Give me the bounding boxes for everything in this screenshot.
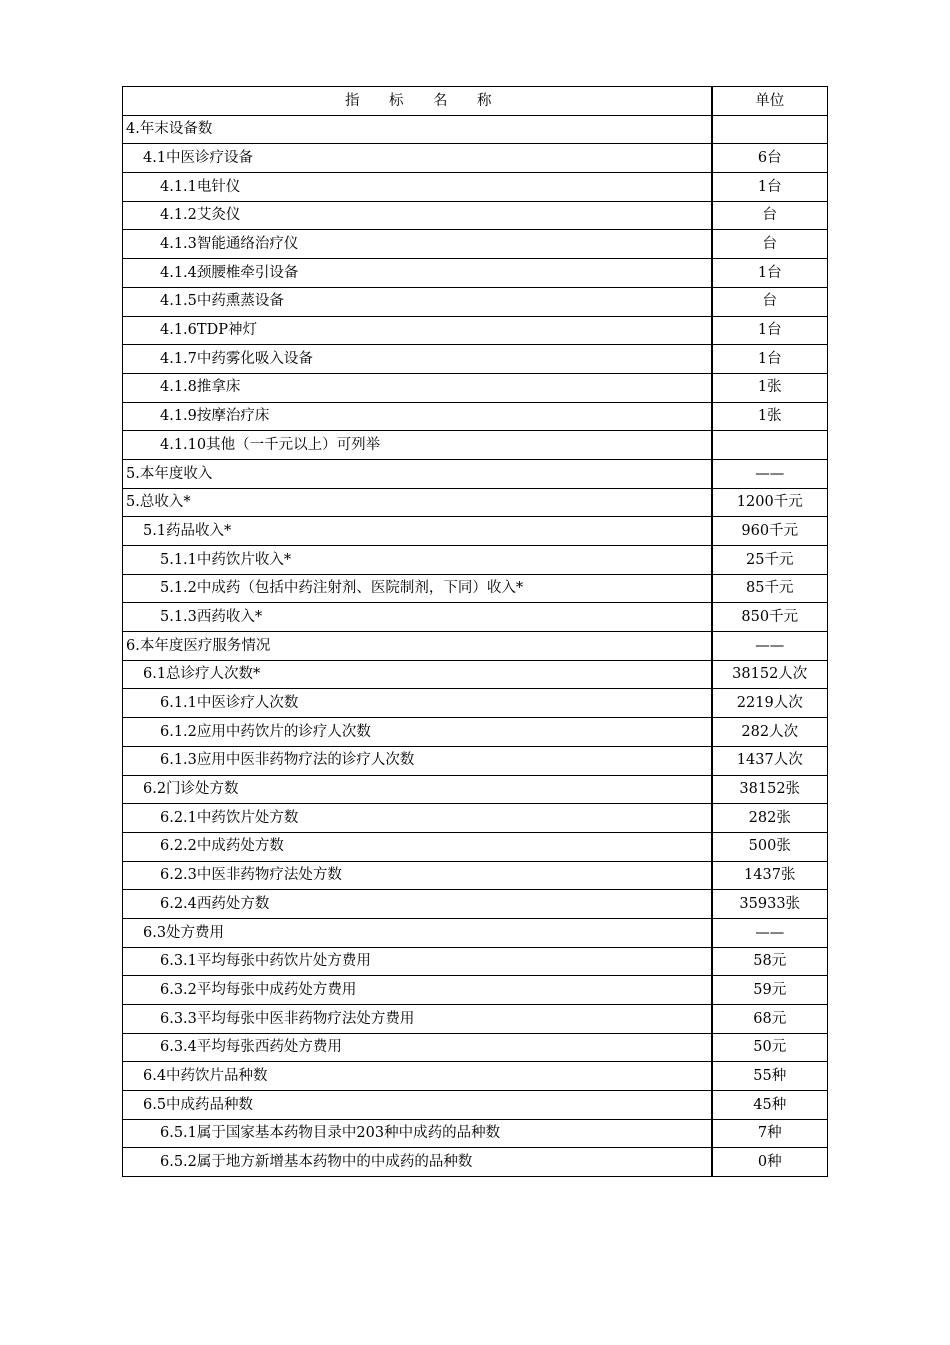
table-row (123, 402, 828, 431)
unit-cell (712, 431, 828, 460)
indicator-name-cell: 6.2.1中药饮片处方数 (123, 804, 712, 833)
table-row (123, 431, 828, 460)
unit-cell: 960千元 (712, 517, 828, 546)
table-row (123, 689, 828, 718)
unit-cell: 50元 (712, 1033, 828, 1062)
table-row (123, 173, 828, 202)
table-row (123, 804, 828, 833)
unit-cell: 38152张 (712, 775, 828, 804)
unit-header: 单位 (712, 87, 828, 116)
unit-cell: 25千元 (712, 546, 828, 575)
indicator-name-cell: 6.3.1平均每张中药饮片处方费用 (123, 947, 712, 976)
indicator-name-cell: 6.4中药饮片品种数 (123, 1062, 712, 1091)
table-row (123, 660, 828, 689)
table-row (123, 976, 828, 1005)
indicator-name-cell: 6.2.3中医非药物疗法处方数 (123, 861, 712, 890)
unit-cell: 1台 (712, 345, 828, 374)
unit-cell: —— (712, 459, 828, 488)
unit-cell: 1200千元 (712, 488, 828, 517)
indicator-name-cell: 6.1.2应用中药饮片的诊疗人次数 (123, 718, 712, 747)
unit-cell (712, 115, 828, 144)
indicator-name-cell: 5.1.1中药饮片收入* (123, 546, 712, 575)
unit-cell: 58元 (712, 947, 828, 976)
table-row (123, 918, 828, 947)
table-row (123, 746, 828, 775)
indicator-name-cell: 6.3.4平均每张西药处方费用 (123, 1033, 712, 1062)
unit-cell: 台 (712, 287, 828, 316)
unit-cell: 45种 (712, 1091, 828, 1120)
unit-cell: 68元 (712, 1005, 828, 1034)
indicator-name-cell: 4.1.3智能通络治疗仪 (123, 230, 712, 259)
table-row (123, 488, 828, 517)
unit-cell: 台 (712, 201, 828, 230)
indicator-name-cell: 4.1.1电针仪 (123, 173, 712, 202)
unit-cell: 7种 (712, 1119, 828, 1148)
table-row (123, 287, 828, 316)
table-row (123, 546, 828, 575)
table-row (123, 345, 828, 374)
table-row (123, 1091, 828, 1120)
table-row (123, 832, 828, 861)
table-row (123, 459, 828, 488)
unit-cell: 0种 (712, 1148, 828, 1177)
table-body (123, 115, 828, 1176)
indicator-name-header (123, 87, 712, 116)
table-row (123, 947, 828, 976)
unit-cell: 1张 (712, 373, 828, 402)
indicator-name-cell: 6.1.3应用中医非药物疗法的诊疗人次数 (123, 746, 712, 775)
indicator-name-cell: 4.1.10其他（一千元以上）可列举 (123, 431, 712, 460)
unit-cell: 282张 (712, 804, 828, 833)
indicator-name-cell: 6.1总诊疗人次数* (123, 660, 712, 689)
indicator-name-cell: 6.2.4西药处方数 (123, 890, 712, 919)
indicator-name-cell: 6.3处方费用 (123, 918, 712, 947)
table-header-row (123, 87, 828, 116)
indicator-name-cell: 4.1中医诊疗设备 (123, 144, 712, 173)
header-char: 指 (345, 92, 360, 109)
unit-cell: 2219人次 (712, 689, 828, 718)
table-row (123, 259, 828, 288)
table-row (123, 201, 828, 230)
table-row (123, 144, 828, 173)
table-row (123, 230, 828, 259)
indicator-name-cell: 5.本年度收入 (123, 459, 712, 488)
unit-cell: 6台 (712, 144, 828, 173)
unit-cell: 1张 (712, 402, 828, 431)
table-row (123, 890, 828, 919)
indicator-name-cell: 6.1.1中医诊疗人次数 (123, 689, 712, 718)
indicator-name-cell: 6.本年度医疗服务情况 (123, 632, 712, 661)
table-row (123, 718, 828, 747)
indicator-sheet (122, 86, 827, 1177)
unit-cell: 38152人次 (712, 660, 828, 689)
unit-cell: 1台 (712, 259, 828, 288)
indicator-name-cell: 5.1.2中成药（包括中药注射剂、医院制剂，下同）收入* (123, 574, 712, 603)
indicator-name-cell: 4.1.8推拿床 (123, 373, 712, 402)
indicator-name-cell: 4.1.9按摩治疗床 (123, 402, 712, 431)
indicator-name-cell: 6.3.2平均每张中成药处方费用 (123, 976, 712, 1005)
indicator-name-cell: 4.1.5中药熏蒸设备 (123, 287, 712, 316)
indicator-name-cell: 4.1.7中药雾化吸入设备 (123, 345, 712, 374)
indicator-name-cell: 6.5中成药品种数 (123, 1091, 712, 1120)
indicator-name-cell: 5.1.3西药收入* (123, 603, 712, 632)
header-char: 标 (389, 92, 404, 109)
table-row (123, 603, 828, 632)
indicator-name-cell: 4.1.6TDP神灯 (123, 316, 712, 345)
unit-cell: 55种 (712, 1062, 828, 1091)
table-row (123, 632, 828, 661)
header-char: 称 (477, 92, 492, 109)
unit-cell: 1台 (712, 316, 828, 345)
indicator-table (122, 86, 828, 1177)
unit-cell: 1437张 (712, 861, 828, 890)
indicator-name-cell: 4.年末设备数 (123, 115, 712, 144)
table-row (123, 861, 828, 890)
unit-cell: 500张 (712, 832, 828, 861)
indicator-name-cell: 6.5.1属于国家基本药物目录中203种中成药的品种数 (123, 1119, 712, 1148)
unit-cell: 59元 (712, 976, 828, 1005)
table-row (123, 775, 828, 804)
table-row (123, 574, 828, 603)
indicator-name-cell: 5.总收入* (123, 488, 712, 517)
table-row (123, 1148, 828, 1177)
unit-cell: 85千元 (712, 574, 828, 603)
table-row (123, 1062, 828, 1091)
unit-cell: —— (712, 918, 828, 947)
table-row (123, 316, 828, 345)
unit-cell: 1437人次 (712, 746, 828, 775)
table-row (123, 1005, 828, 1034)
indicator-name-cell: 5.1药品收入* (123, 517, 712, 546)
unit-cell: 282人次 (712, 718, 828, 747)
table-row (123, 517, 828, 546)
table-row (123, 373, 828, 402)
table-row (123, 115, 828, 144)
unit-cell: —— (712, 632, 828, 661)
indicator-name-cell: 4.1.4颈腰椎牵引设备 (123, 259, 712, 288)
unit-cell: 35933张 (712, 890, 828, 919)
table-row (123, 1119, 828, 1148)
header-char: 名 (433, 92, 448, 109)
unit-cell: 1台 (712, 173, 828, 202)
table-row (123, 1033, 828, 1062)
indicator-name-cell: 4.1.2艾灸仪 (123, 201, 712, 230)
indicator-name-cell: 6.2.2中成药处方数 (123, 832, 712, 861)
indicator-name-cell: 6.2门诊处方数 (123, 775, 712, 804)
indicator-name-cell: 6.3.3平均每张中医非药物疗法处方费用 (123, 1005, 712, 1034)
unit-cell: 850千元 (712, 603, 828, 632)
unit-cell: 台 (712, 230, 828, 259)
indicator-name-cell: 6.5.2属于地方新增基本药物中的中成药的品种数 (123, 1148, 712, 1177)
